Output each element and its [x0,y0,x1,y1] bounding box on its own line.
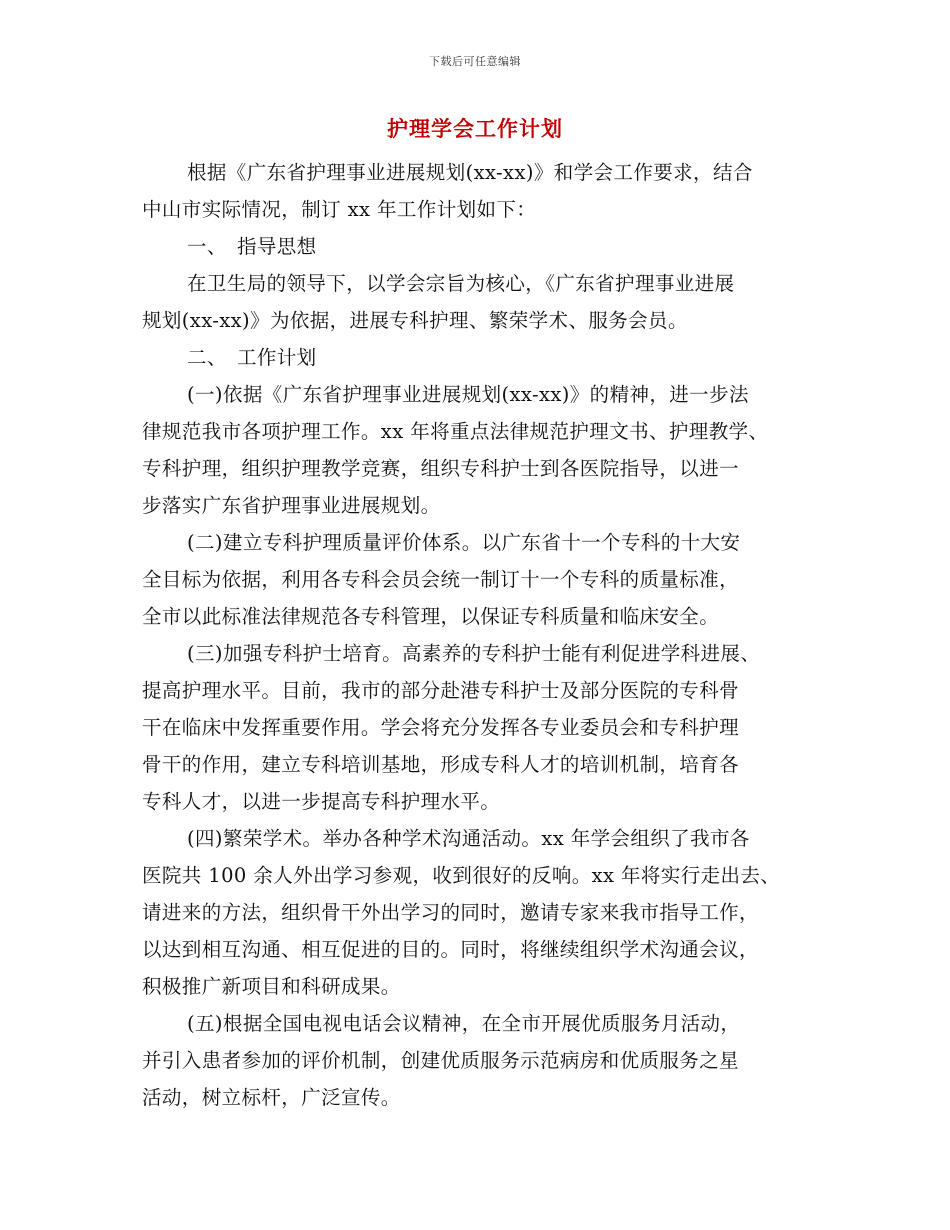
text-line: 专科护理，组织护理教学竞赛，组织专科护士到各医院指导，以进一 [142,457,740,480]
text-line: (五)根据全国电视电话会议精神，在全市开展优质服务月活动， [187,1012,741,1035]
text-line: 专科人才，以进一步提高专科护理水平。 [142,790,501,813]
text-line: 根据《广东省护理事业进展规划(xx-xx)》和学会工作要求，结合 [187,161,753,184]
text-line: 全目标为依据，利用各专科会员会统一制订十一个专科的质量标准， [142,568,740,591]
text-line: 医院共 100 余人外出学习参观，收到很好的反响。xx 年将实行走出去、 [142,864,781,887]
text-line: 并引入患者参加的评价机制，创建优质服务示范病房和优质服务之星 [142,1049,740,1072]
text-line: 二、 工作计划 [187,346,317,369]
text-line: 规划(xx-xx)》为依据，进展专科护理、繁荣学术、服务会员。 [142,309,688,332]
text-line: (一)依据《广东省护理事业进展规划(xx-xx)》的精神，进一步法 [187,383,749,406]
text-line: 以达到相互沟通、相互促进的目的。同时，将继续组织学术沟通会议， [142,938,759,961]
text-line: 请进来的方法，组织骨干外出学习的同时，邀请专家来我市指导工作， [142,901,759,924]
text-line: (四)繁荣学术。举办各种学术沟通活动。xx 年学会组织了我市各 [187,827,750,850]
text-line: 一、 指导思想 [187,235,317,258]
header-note: 下载后可任意编辑 [429,55,521,68]
text-line: 活动，树立标杆，广泛宣传。 [142,1086,401,1109]
text-line: 积极推广新项目和科研成果。 [142,975,401,998]
text-line: (三)加强专科护士培育。高素养的专科护士能有利促进学科进展、 [187,642,761,665]
text-line: 在卫生局的领导下，以学会宗旨为核心，《广东省护理事业进展 [187,272,735,295]
document-body [142,154,812,1116]
text-line: 骨干的作用，建立专科培训基地，形成专科人才的培训机制，培育各 [142,753,740,776]
text-line: 中山市实际情况，制订 xx 年工作计划如下： [142,198,537,221]
text-line: 律规范我市各项护理工作。xx 年将重点法律规范护理文书、护理教学、 [142,420,769,443]
document-title: 护理学会工作计划 [387,117,563,141]
text-line: (二)建立专科护理质量评价体系。以广东省十一个专科的十大安 [187,531,741,554]
text-line: 提高护理水平。目前，我市的部分赴港专科护士及部分医院的专科骨 [142,679,740,702]
text-line: 步落实广东省护理事业进展规划。 [142,494,441,517]
text-line: 干在临床中发挥重要作用。学会将充分发挥各专业委员会和专科护理 [142,716,740,739]
text-line: 全市以此标准法律规范各专科管理，以保证专科质量和临床安全。 [142,605,720,628]
